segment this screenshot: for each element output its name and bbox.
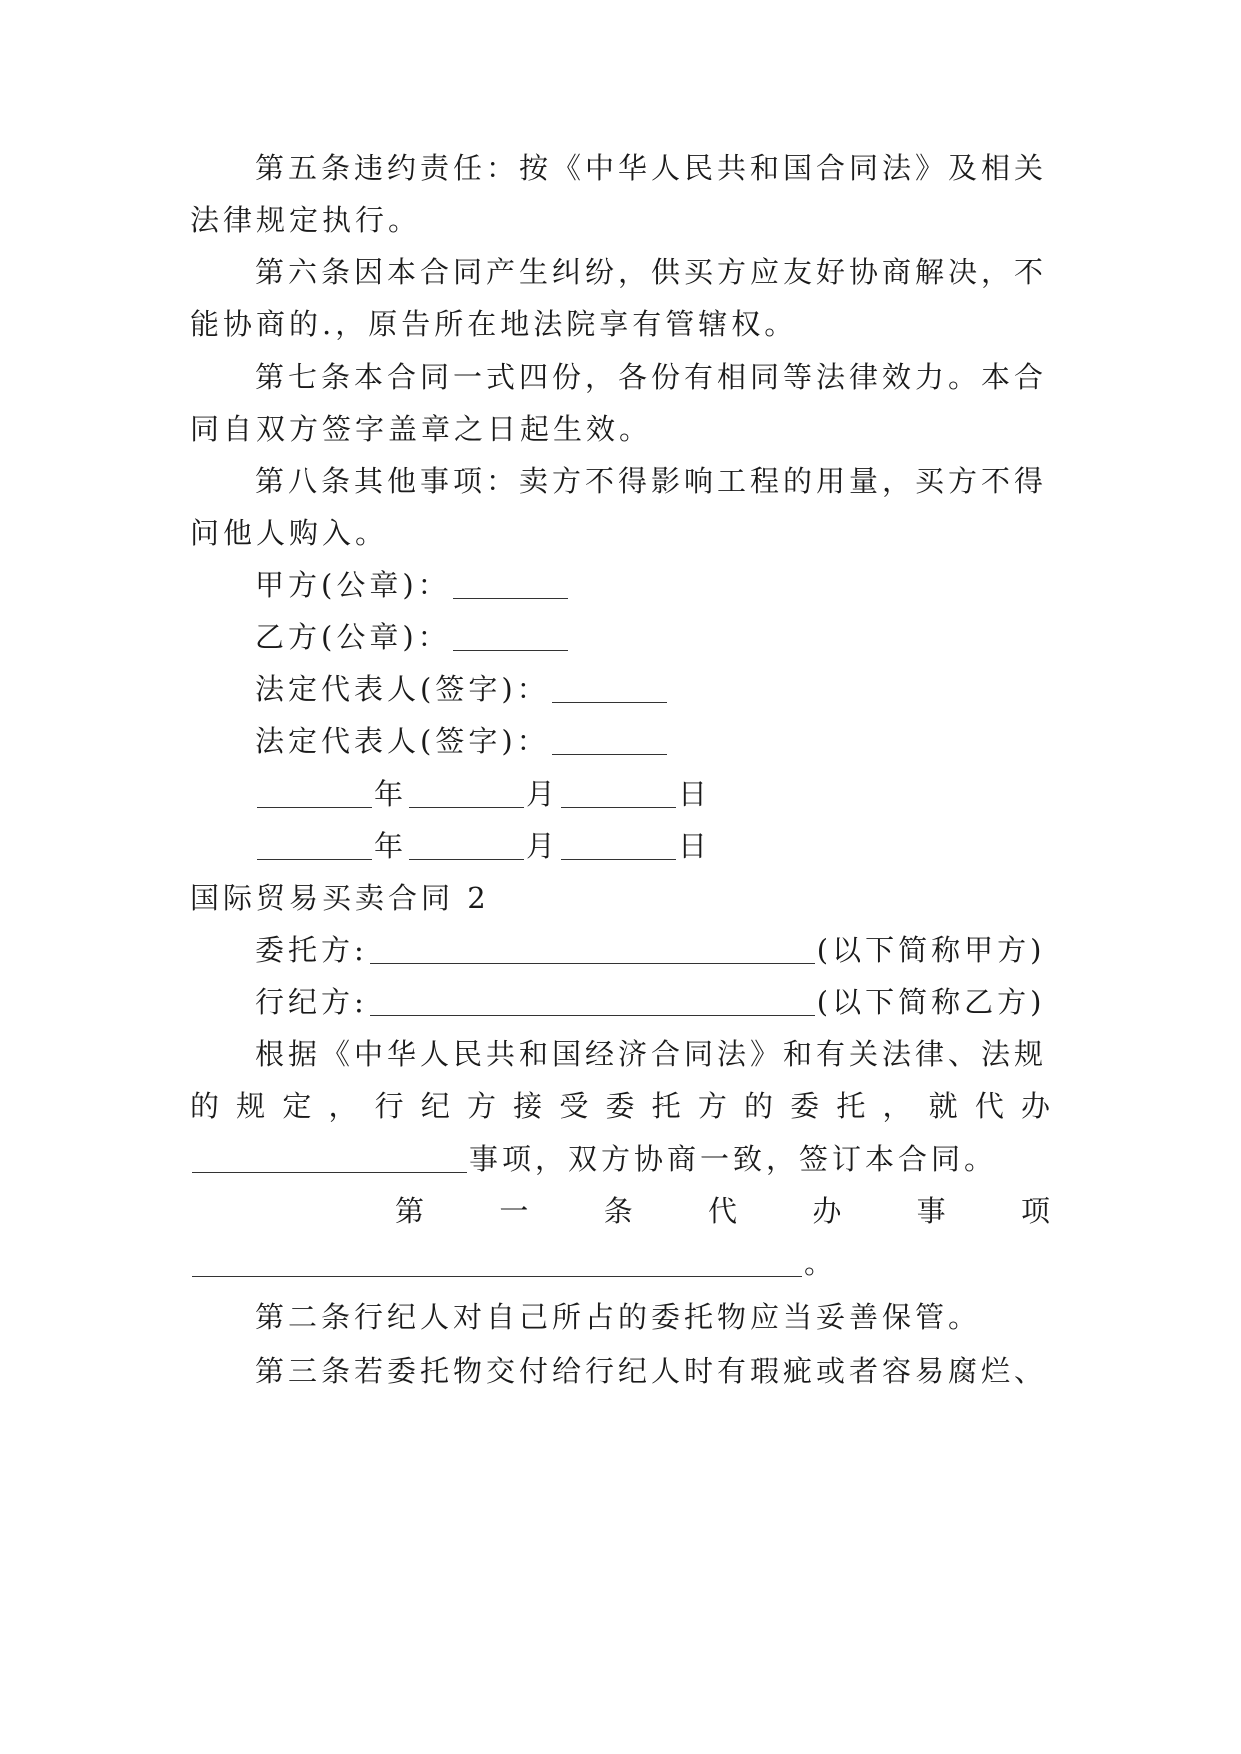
article-7-line-1: 第七条本合同一式四份，各份有相同等法律效力。本合	[255, 360, 1048, 394]
broker-label: 行纪方:	[255, 985, 368, 1019]
intro-line-3-text: 事项，双方协商一致，签订本合同。	[469, 1142, 998, 1176]
principal-blank[interactable]	[370, 933, 815, 964]
date-line-1	[255, 765, 1050, 823]
article-1-char: 一	[499, 1194, 529, 1228]
principal-suffix: (以下简称甲方)	[816, 933, 1046, 967]
legal-rep-2-blank[interactable]	[552, 724, 667, 755]
year-blank[interactable]	[257, 777, 372, 808]
article-5-line-1: 第五条违约责任：按《中华人民共和国合同法》及相关	[255, 151, 1048, 185]
article-1-char: 项	[1020, 1194, 1050, 1228]
article-1-blank-line	[190, 1234, 1050, 1292]
article-1-char: 第	[395, 1194, 425, 1228]
year-label: 年	[374, 829, 408, 863]
day-blank[interactable]	[561, 829, 676, 860]
principal-line	[255, 921, 1050, 979]
article-8-line-1: 第八条其他事项：卖方不得影响工程的用量，买方不得	[255, 464, 1048, 498]
article-6-line-2: 能协商的.，原告所在地法院享有管辖权。	[190, 307, 798, 341]
month-blank[interactable]	[409, 829, 524, 860]
principal-label: 委托方:	[255, 933, 368, 967]
intro-line-3	[190, 1130, 1050, 1188]
year-label: 年	[374, 777, 408, 811]
party-a-seal-blank[interactable]	[453, 568, 568, 599]
day-blank[interactable]	[561, 777, 676, 808]
date-line-2	[255, 817, 1050, 875]
broker-line	[255, 973, 1050, 1031]
party-b-seal-blank[interactable]	[453, 620, 568, 651]
legal-rep-1-line	[255, 660, 1050, 718]
party-b-seal-line	[255, 608, 1050, 666]
article-1-char: 事	[916, 1194, 946, 1228]
legal-rep-2-line	[255, 712, 1050, 770]
article-5-line-2: 法律规定执行。	[190, 203, 422, 237]
article-3-line-1: 第三条若委托物交付给行纪人时有瑕疵或者容易腐烂、	[255, 1354, 1048, 1388]
year-blank[interactable]	[257, 829, 372, 860]
month-label: 月	[526, 829, 560, 863]
day-label: 日	[678, 777, 712, 811]
intro-line-1: 根据《中华人民共和国经济合同法》和有关法律、法规	[255, 1037, 1048, 1071]
article-8-line-2: 问他人购入。	[190, 516, 389, 550]
intro-line-2: 的规定，行纪方接受委托方的委托，就代办	[190, 1089, 1050, 1123]
party-a-seal-line	[255, 556, 1050, 614]
article-1-char: 代	[707, 1194, 737, 1228]
broker-suffix: (以下简称乙方)	[816, 985, 1046, 1019]
article-1-blank[interactable]	[192, 1246, 802, 1277]
party-b-seal-label: 乙方(公章)：	[255, 620, 451, 654]
article-2-line: 第二条行纪人对自己所占的委托物应当妥善保管。	[255, 1300, 982, 1334]
article-7-line-2: 同自双方签字盖章之日起生效。	[190, 412, 653, 446]
legal-rep-1-blank[interactable]	[552, 672, 667, 703]
article-1-heading	[395, 1182, 1050, 1240]
article-1-end: 。	[804, 1246, 838, 1280]
legal-rep-1-label: 法定代表人(签字)：	[255, 672, 550, 706]
day-label: 日	[678, 829, 712, 863]
article-1-char: 条	[603, 1194, 633, 1228]
month-blank[interactable]	[409, 777, 524, 808]
broker-blank[interactable]	[370, 985, 815, 1016]
article-6-line-1: 第六条因本合同产生纠纷，供买方应友好协商解决，不	[255, 255, 1048, 289]
party-a-seal-label: 甲方(公章)：	[255, 568, 451, 602]
article-1-char: 办	[812, 1194, 842, 1228]
month-label: 月	[526, 777, 560, 811]
legal-rep-2-label: 法定代表人(签字)：	[255, 724, 550, 758]
contract-2-title: 国际贸易买卖合同 2	[190, 881, 490, 915]
matter-blank[interactable]	[192, 1142, 467, 1173]
